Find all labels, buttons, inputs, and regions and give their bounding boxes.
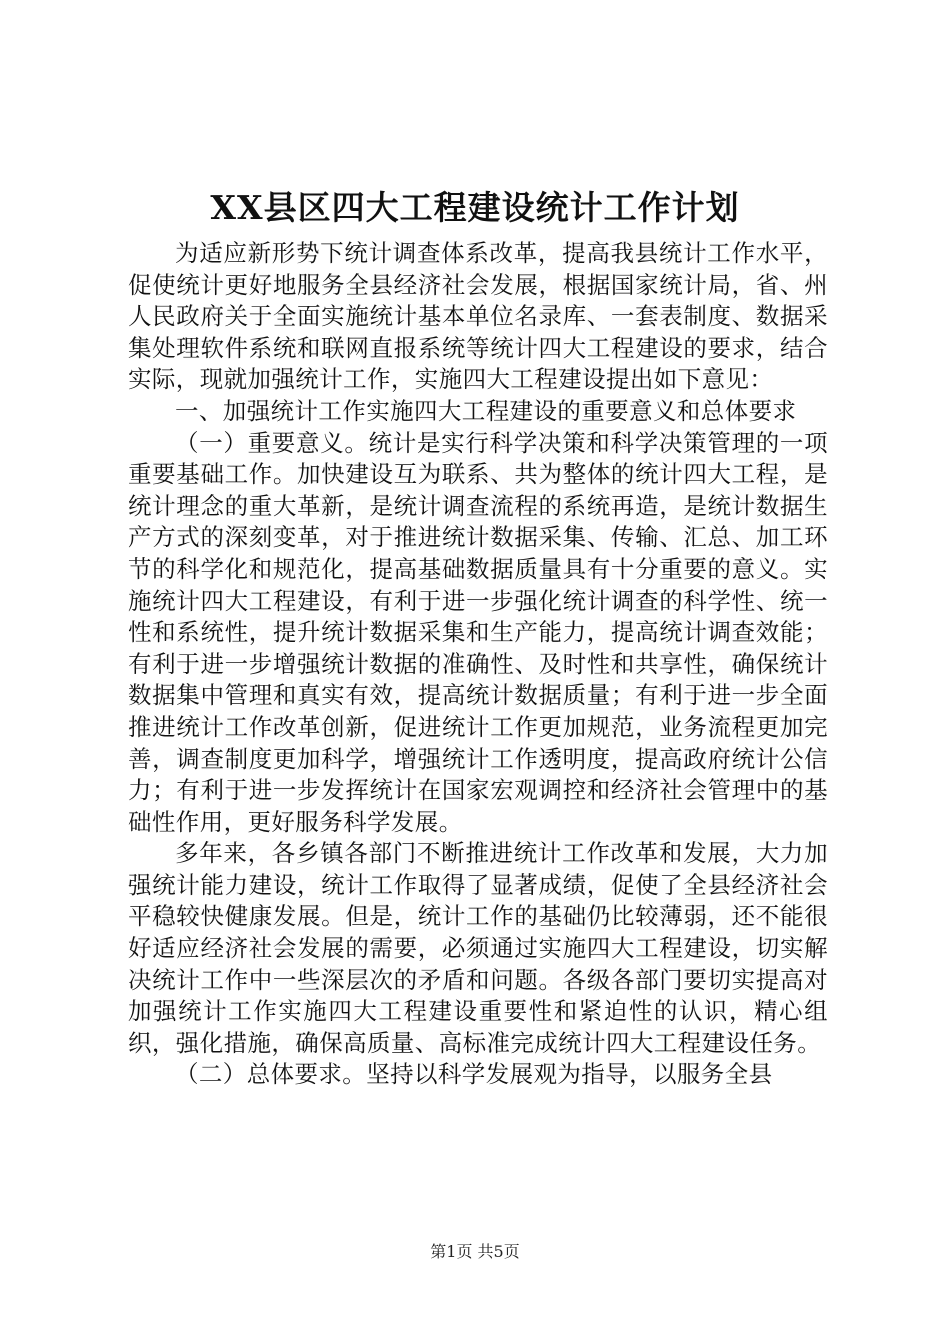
document-title: XX县区四大工程建设统计工作计划 (210, 188, 740, 227)
document-body (128, 238, 828, 1091)
paragraph-requirements: （二）总体要求。坚持以科学发展观为指导，以服务全县 (175, 1060, 773, 1089)
paragraph-intro: 为适应新形势下统计调查体系改革，提高我县统计工作水平，促使统计更好地服务全县经济社会发展，根据国家统计局，省、州人民政府关于全面实施统计基本单位名录库、一套表制度、数据采集处理软件系统和联网直报系统等统计四大工程建设的要求，结合实际，现就加强统计工作，实施四大工程建设提出如下意见： (128, 239, 828, 394)
section-heading-1: 一、加强统计工作实施四大工程建设的重要意义和总体要求 (175, 396, 797, 425)
paragraph-progress: 多年来，各乡镇各部门不断推进统计工作改革和发展，大力加强统计能力建设，统计工作取得了显著成绩，促使了全县经济社会平稳较快健康发展。但是，统计工作的基础仍比较薄弱，还不能很好适应经济社会发展的需要，必须通过实施四大工程建设，切实解决统计工作中一些深层次的矛盾和问题。各级各部门要切实提高对加强统计工作实施四大工程建设重要性和紧迫性的认识，精心组织，强化措施，确保高质量、高标准完成统计四大工程建设任务。 (128, 839, 828, 1057)
page-footer: 第1页 共5页 (430, 1242, 520, 1261)
paragraph-importance: （一）重要意义。统计是实行科学决策和科学决策管理的一项重要基础工作。加快建设互为联系、共为整体的统计四大工程，是统计理念的重大革新，是统计调查流程的系统再造，是统计数据生产方式的深刻变革，对于推进统计数据采集、传输、汇总、加工环节的科学化和规范化，提高基础数据质量具有十分重要的意义。实施统计四大工程建设，有利于进一步强化统计调查的科学性、统一性和系统性，提升统计数据采集和生产能力，提高统计调查效能；有利于进一步增强统计数据的准确性、及时性和共享性，确保统计数据集中管理和真实有效，提高统计数据质量；有利于进一步全面推进统计工作改革创新，促进统计工作更加规范，业务流程更加完善，调查制度更加科学，增强统计工作透明度，提高政府统计公信力；有利于进一步发挥统计在国家宏观调控和经济社会管理中的基础性作用，更好服务科学发展。 (128, 428, 828, 836)
